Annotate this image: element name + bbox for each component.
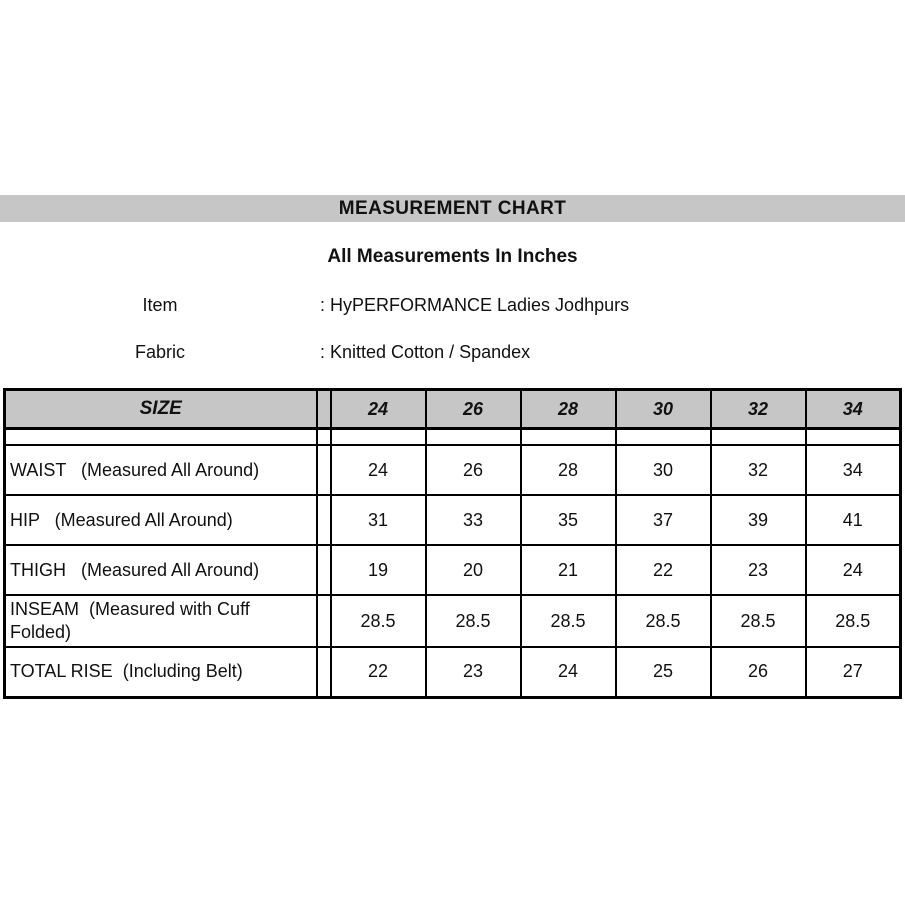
size-col-header: 26 <box>426 390 521 429</box>
spacer-cell <box>317 595 331 647</box>
measurement-value: 28.5 <box>521 595 616 647</box>
measurement-value: 41 <box>806 495 901 545</box>
measurement-value: 28.5 <box>616 595 711 647</box>
size-header-cell: SIZE <box>5 390 317 429</box>
measurement-value: 20 <box>426 545 521 595</box>
spacer-cell <box>711 429 806 446</box>
table-row-total-rise <box>5 647 901 697</box>
measurement-value: 24 <box>521 647 616 697</box>
size-col-header: 32 <box>711 390 806 429</box>
measurement-value: 24 <box>806 545 901 595</box>
fabric-value: : Knitted Cotton / Spandex <box>320 342 531 362</box>
fabric-label: Fabric <box>134 342 185 362</box>
spacer-cell <box>616 429 711 446</box>
page-title: MEASUREMENT CHART <box>338 197 567 219</box>
measurement-value: 19 <box>331 545 426 595</box>
table-row-thigh <box>5 545 901 595</box>
spacer-cell <box>426 429 521 446</box>
item-label: Item <box>142 295 178 315</box>
size-col-header: 28 <box>521 390 616 429</box>
chart-title-bar <box>0 195 905 222</box>
measurement-value: 22 <box>331 647 426 697</box>
table-header-row <box>5 390 901 429</box>
row-label: WAIST (Measured All Around) <box>5 445 317 495</box>
measurement-value: 37 <box>616 495 711 545</box>
size-col-header: 34 <box>806 390 901 429</box>
item-value: : HyPERFORMANCE Ladies Jodhpurs <box>320 295 630 315</box>
measurement-value: 35 <box>521 495 616 545</box>
spacer-cell <box>521 429 616 446</box>
measurement-value: 28.5 <box>331 595 426 647</box>
measurement-value: 23 <box>426 647 521 697</box>
measurement-value: 21 <box>521 545 616 595</box>
spacer-cell <box>317 429 331 446</box>
spacer-cell <box>317 495 331 545</box>
measurement-value: 28.5 <box>711 595 806 647</box>
row-label: TOTAL RISE (Including Belt) <box>5 647 317 697</box>
measurement-value: 39 <box>711 495 806 545</box>
measurement-value: 31 <box>331 495 426 545</box>
chart-subtitle: All Measurements In Inches <box>327 246 578 267</box>
measurement-value: 22 <box>616 545 711 595</box>
spacer-cell <box>317 445 331 495</box>
measurement-value: 28 <box>521 445 616 495</box>
spacer-row <box>5 429 901 446</box>
measurement-value: 32 <box>711 445 806 495</box>
spacer-cell <box>317 545 331 595</box>
row-label: INSEAM (Measured with Cuff Folded) <box>5 595 317 647</box>
measurement-value: 28.5 <box>806 595 901 647</box>
measurement-value: 30 <box>616 445 711 495</box>
measurement-value: 24 <box>331 445 426 495</box>
spacer-cell <box>806 429 901 446</box>
size-col-header: 30 <box>616 390 711 429</box>
spacer-cell <box>5 429 317 446</box>
measurement-value: 33 <box>426 495 521 545</box>
row-label: HIP (Measured All Around) <box>5 495 317 545</box>
measurement-value: 25 <box>616 647 711 697</box>
spacer-header-cell <box>317 390 331 429</box>
measurement-value: 26 <box>711 647 806 697</box>
spacer-cell <box>317 647 331 697</box>
measurement-table <box>3 388 902 699</box>
table-row-inseam <box>5 595 901 647</box>
measurement-value: 34 <box>806 445 901 495</box>
measurement-value: 26 <box>426 445 521 495</box>
table-row-hip <box>5 495 901 545</box>
size-col-header: 24 <box>331 390 426 429</box>
measurement-value: 23 <box>711 545 806 595</box>
table-row-waist <box>5 445 901 495</box>
row-label: THIGH (Measured All Around) <box>5 545 317 595</box>
measurement-value: 27 <box>806 647 901 697</box>
spacer-cell <box>331 429 426 446</box>
measurement-value: 28.5 <box>426 595 521 647</box>
